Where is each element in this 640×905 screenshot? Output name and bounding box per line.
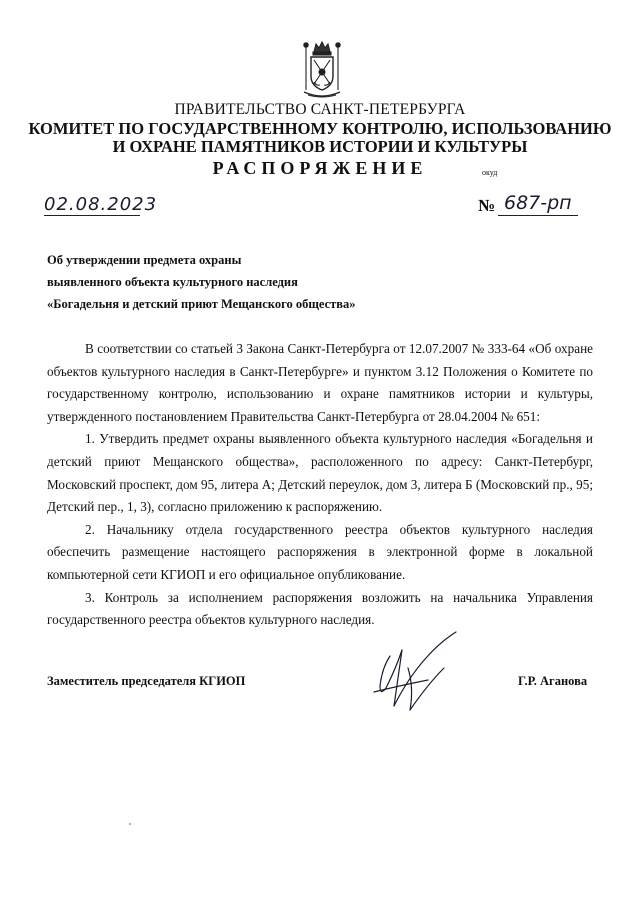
coat-of-arms-icon [298, 38, 346, 100]
document-body [47, 338, 593, 632]
item-2-paragraph: 2. Начальнику отдела государственного реестра объектов культурного наследия обеспечить размещение настоящего распоряжения в электронной форме в локальной компьютерной сети КГИОП и его официальное опубликование. [47, 521, 593, 582]
okud-label: окуд [482, 168, 498, 177]
committee-line-1: КОМИТЕТ ПО ГОСУДАРСТВЕННОМУ КОНТРОЛЮ, ИСПОЛЬЗОВАНИЮ [28, 119, 612, 138]
scan-speck [129, 823, 131, 825]
document-type: РАСПОРЯЖЕНИЕ [212, 158, 428, 178]
signatory-name: Г.Р. Аганова [518, 674, 588, 688]
item-3-paragraph: 3. Контроль за исполнением распоряжения возложить на начальника Управления государственного реестра объектов культурного наследия. [47, 589, 593, 628]
preamble-paragraph: В соответствии со статьей 3 Закона Санкт-Петербурга от 12.07.2007 № 333-64 «Об охране объектов культурного наследия в Санкт-Петербурге» и пунктом 3.12 Положения о Комитете по государственному контролю, использованию и охране памятников истории и культуры, утвержденного постановлением Правительства Санкт-Петербурга от 28.04.2004 № 651: [47, 341, 593, 424]
government-name: ПРАВИТЕЛЬСТВО САНКТ-ПЕТЕРБУРГА [174, 101, 466, 118]
date-underline [44, 215, 140, 216]
subject-line-1: Об утверждении предмета охраны [47, 253, 242, 267]
number-sign: № [478, 196, 496, 215]
subject-line-2: выявленного объекта культурного наследия [47, 275, 298, 289]
subject-line-3: «Богадельня и детский приют Мещанского общества» [47, 297, 356, 311]
document-number: 687-рп [504, 192, 572, 214]
handwritten-signature [368, 628, 468, 718]
number-underline [498, 215, 578, 216]
committee-name [0, 120, 640, 156]
document-date: 02.08.2023 [44, 194, 158, 215]
committee-line-2: И ОХРАНЕ ПАМЯТНИКОВ ИСТОРИИ И КУЛЬТУРЫ [112, 137, 528, 156]
document-subject [47, 249, 356, 315]
item-1-paragraph: 1. Утвердить предмет охраны выявленного объекта культурного наследия «Богадельня и детский приют Мещанского общества», расположенного по адресу: Санкт-Петербург, Московский проспект, дом 95, литера А; Детский переулок, дом 3, литера Б (Московский пр., 95; Детский пер., 1, 3), согласно приложению к распоряжению. [47, 431, 593, 515]
signatory-title: Заместитель председателя КГИОП [47, 674, 246, 688]
